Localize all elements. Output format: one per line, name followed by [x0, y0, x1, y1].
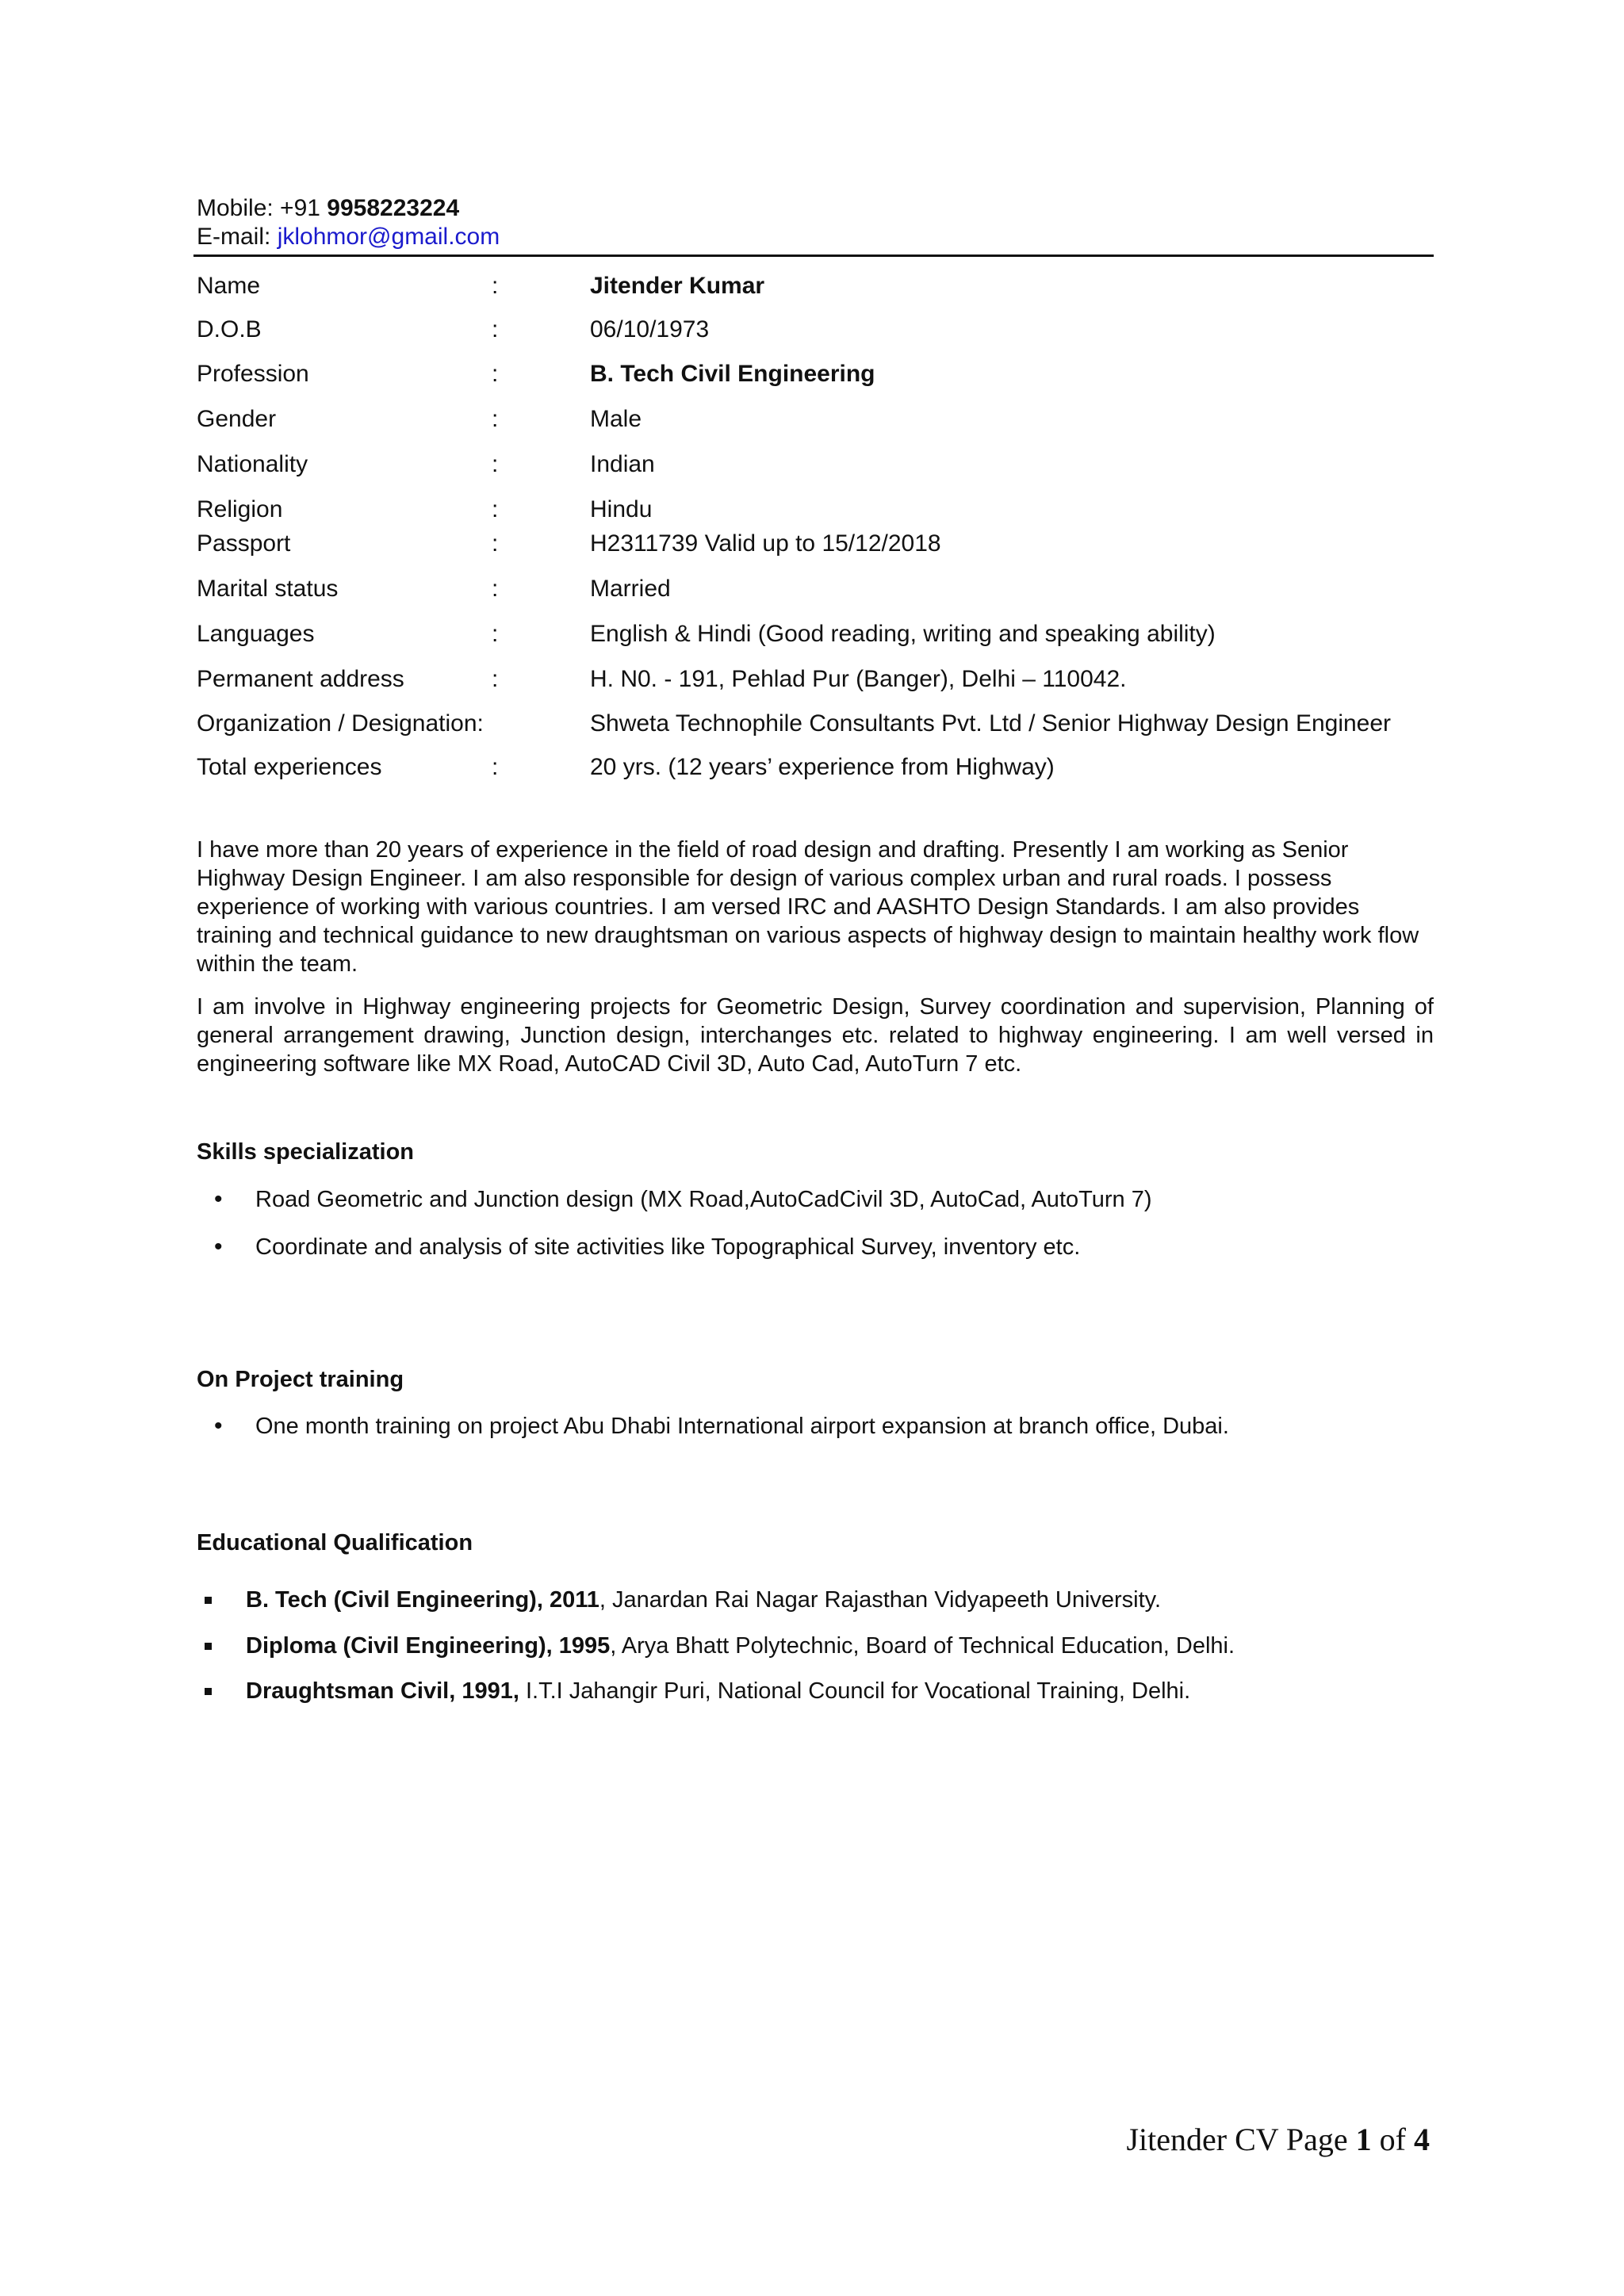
square-bullet-icon — [205, 1643, 212, 1650]
info-row-gender — [197, 404, 1442, 435]
info-colon: : — [492, 754, 499, 780]
info-colon: : — [492, 530, 499, 557]
info-value: English & Hindi (Good reading, writing and speaking ability) — [590, 621, 1216, 647]
summary-paragraph-1: I have more than 20 years of experience in the field of road design and drafting. Presently I am working as Senior Highway Design Engineer. I am also responsible for design of various complex urban and rural roads. I possess experience of working with various countries. I am versed IRC and AASHTO Design Standards. I am also provides training and technical guidance to new draughtsman on various aspects of highway design to maintain healthy work flow within the team. — [197, 837, 1419, 977]
info-colon: : — [492, 666, 499, 692]
info-row-address — [197, 664, 1442, 695]
info-label: D.O.B — [197, 316, 262, 342]
footer-page-number: 1 — [1355, 2122, 1372, 2157]
info-row-dob — [197, 314, 1442, 346]
skills-heading: Skills specialization — [197, 1139, 414, 1165]
mobile-line — [197, 194, 459, 223]
info-label: Languages — [197, 621, 315, 647]
skill-text: Road Geometric and Junction design (MX Road,AutoCadCivil 3D, AutoCad, AutoTurn 7) — [255, 1187, 1152, 1212]
square-bullet-icon — [205, 1597, 212, 1604]
info-colon: : — [492, 621, 499, 647]
summary-paragraph-2: I am involve in Highway engineering projects for Geometric Design, Survey coordination and supervision, Planning of general arrangement drawing, Junction design, interchanges etc. related to highway engineering. I am well versed in engineering software like MX Road, AutoCAD Civil 3D, Auto Cad, AutoTurn 7 etc. — [197, 994, 1434, 1077]
info-value: B. Tech Civil Engineering — [590, 361, 875, 387]
info-row-languages — [197, 618, 1442, 650]
info-label: Profession — [197, 361, 309, 387]
info-value: Shweta Technophile Consultants Pvt. Ltd / Senior Highway Design Engineer — [590, 710, 1392, 737]
info-colon: : — [492, 451, 499, 477]
training-text: One month training on project Abu Dhabi International airport expansion at branch office, Dubai. — [255, 1414, 1229, 1439]
info-colon: : — [492, 361, 499, 387]
info-label: Organization / Designation: — [197, 710, 484, 737]
info-value: 20 yrs. (12 years’ experience from Highway) — [590, 754, 1055, 780]
info-value: 06/10/1973 — [590, 316, 710, 342]
info-colon: : — [492, 496, 499, 522]
skill-text: Coordinate and analysis of site activities like Topographical Survey, inventory etc. — [255, 1234, 1081, 1260]
email-line — [197, 223, 500, 251]
info-row-nationality — [197, 449, 1442, 480]
info-label: Passport — [197, 530, 291, 557]
square-bullet-icon — [205, 1688, 212, 1695]
header-divider — [193, 254, 1434, 257]
degree-title: Diploma (Civil Engineering), 1995 — [246, 1633, 611, 1659]
info-value: H. N0. - 191, Pehlad Pur (Banger), Delhi – 110042. — [590, 666, 1127, 692]
mobile-label: Mobile: +91 — [197, 195, 327, 221]
info-label: Permanent address — [197, 666, 404, 692]
mobile-number: 9958223224 — [327, 195, 460, 221]
info-label: Total experiences — [197, 754, 382, 780]
info-colon: : — [492, 316, 499, 342]
info-value: Jitender Kumar — [590, 273, 765, 299]
info-row-name — [197, 270, 1442, 302]
info-label: Nationality — [197, 451, 308, 477]
info-value: Hindu — [590, 496, 653, 522]
info-row-religion — [197, 494, 1442, 526]
info-value: H2311739 Valid up to 15/12/2018 — [590, 530, 941, 557]
info-row-organization — [197, 708, 1442, 740]
footer-prefix: Jitender CV Page — [1126, 2122, 1356, 2157]
degree-detail: , Janardan Rai Nagar Rajasthan Vidyapeeth University. — [599, 1587, 1162, 1613]
footer-of: of — [1371, 2122, 1414, 2157]
info-label: Name — [197, 273, 261, 299]
education-text — [246, 1585, 1161, 1615]
education-text — [246, 1676, 1190, 1706]
degree-detail: , Arya Bhatt Polytechnic, Board of Technical Education, Delhi. — [610, 1633, 1235, 1659]
info-row-passport — [197, 528, 1442, 560]
info-row-profession — [197, 358, 1442, 390]
bullet-icon: • — [214, 1186, 223, 1212]
degree-title: Draughtsman Civil, 1991, — [246, 1678, 519, 1704]
info-label: Religion — [197, 496, 283, 522]
footer-page-total: 4 — [1414, 2122, 1430, 2157]
info-colon: : — [492, 273, 499, 299]
education-text — [246, 1631, 1235, 1661]
email-label: E-mail: — [197, 224, 278, 250]
bullet-icon: • — [214, 1234, 223, 1260]
info-label: Marital status — [197, 576, 339, 602]
degree-detail: I.T.I Jahangir Puri, National Council for Vocational Training, Delhi. — [519, 1678, 1191, 1704]
education-heading: Educational Qualification — [197, 1530, 473, 1556]
info-value: Married — [590, 576, 671, 602]
page-footer — [1126, 2121, 1430, 2159]
email-link[interactable]: jklohmor@gmail.com — [277, 224, 500, 250]
bullet-icon: • — [214, 1413, 223, 1439]
degree-title: B. Tech (Civil Engineering), 2011 — [246, 1587, 599, 1613]
info-row-experience — [197, 752, 1442, 783]
training-heading: On Project training — [197, 1367, 404, 1392]
info-colon: : — [492, 406, 499, 432]
info-row-marital — [197, 573, 1442, 605]
info-value: Indian — [590, 451, 655, 477]
info-label: Gender — [197, 406, 277, 432]
info-value: Male — [590, 406, 642, 432]
info-colon: : — [492, 576, 499, 602]
